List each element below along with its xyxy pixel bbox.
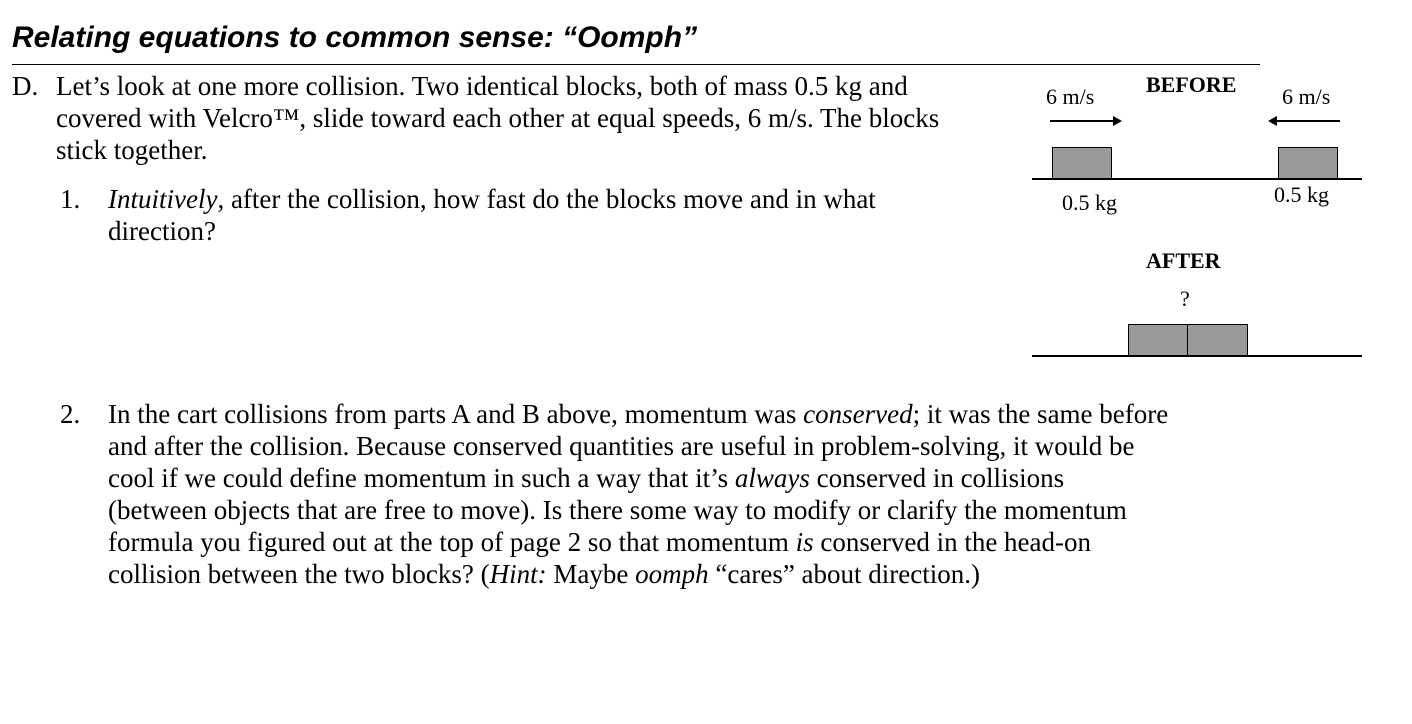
question-1-line-1-rest: , after the collision, how fast do the blocks move and in what <box>217 184 876 214</box>
q2-line-6-a: collision between the two blocks? ( <box>108 559 490 589</box>
q2-line-1-b: ; it was the same before <box>912 399 1169 429</box>
question-1-line-2: direction? <box>108 216 216 246</box>
question-2-number: 2. <box>60 399 81 429</box>
section-d-line-3: stick together. <box>56 135 208 165</box>
question-2-line-5 <box>108 526 1280 558</box>
question-1-italic-lead: Intuitively <box>108 184 218 214</box>
section-d-line-1: Let’s look at one more collision. Two identical blocks, both of mass 0.5 kg and <box>56 71 908 101</box>
question-2-line-4: (between objects that are free to move). Is there some way to modify or clarify the momentum <box>108 495 1127 525</box>
q2-hint-label: Hint: <box>489 559 547 589</box>
q2-line-6-c: “cares” about direction.) <box>708 559 980 589</box>
before-label: BEFORE <box>1146 72 1237 97</box>
page-title: Relating equations to common sense: “Oomph” <box>12 21 698 54</box>
question-2 <box>60 398 1280 590</box>
after-label: AFTER <box>1146 248 1221 273</box>
q2-emphasis-is: is <box>795 527 814 557</box>
q2-line-1-a: In the cart collisions from parts A and B above, momentum was <box>108 399 804 429</box>
q2-line-3-a: cool if we could define momentum in such a way that it’s <box>108 463 735 493</box>
section-d-marker: D. <box>12 71 39 101</box>
question-1 <box>60 183 960 247</box>
question-1-number: 1. <box>60 184 81 214</box>
stuck-block-left <box>1128 324 1189 356</box>
q2-line-3-b: conserved in collisions <box>809 463 1065 493</box>
section-d-line-2: covered with Velcro™, slide toward each other at equal speeds, 6 m/s. The blocks <box>56 103 940 133</box>
after-floor-line <box>1032 355 1362 357</box>
question-2-line-1 <box>108 398 1280 430</box>
question-2-line-3 <box>108 462 1280 494</box>
q2-emphasis-oomph: oomph <box>635 559 709 589</box>
q2-line-5-a: formula you figured out at the top of page 2 so that momentum <box>108 527 796 557</box>
section-d-paragraph <box>12 70 1032 166</box>
question-1-line-1 <box>108 183 960 215</box>
before-floor-line <box>1032 178 1362 180</box>
title-divider <box>12 64 1260 65</box>
left-arrow-icon <box>1270 120 1340 122</box>
question-2-line-6 <box>108 558 1280 590</box>
question-1-body <box>108 183 960 247</box>
q2-line-6-b: Maybe <box>546 559 636 589</box>
q2-emphasis-always: always <box>734 463 810 493</box>
section-d-body <box>56 70 1032 166</box>
before-left-speed-label: 6 m/s <box>1046 84 1095 109</box>
right-arrow-icon <box>1050 120 1120 122</box>
after-speed-question-mark: ? <box>1180 286 1190 311</box>
question-2-line-2: and after the collision. Because conserved quantities are useful in problem-solving, it would be <box>108 431 1135 461</box>
stuck-block-right <box>1187 324 1248 356</box>
q2-emphasis-conserved: conserved <box>803 399 913 429</box>
right-block <box>1278 147 1338 179</box>
right-mass-label: 0.5 kg <box>1274 182 1329 207</box>
left-mass-label: 0.5 kg <box>1062 190 1117 215</box>
question-2-body <box>108 398 1280 590</box>
q2-line-5-b: conserved in the head-on <box>813 527 1092 557</box>
left-block <box>1052 147 1112 179</box>
collision-diagram <box>1030 66 1370 366</box>
before-right-speed-label: 6 m/s <box>1282 84 1331 109</box>
